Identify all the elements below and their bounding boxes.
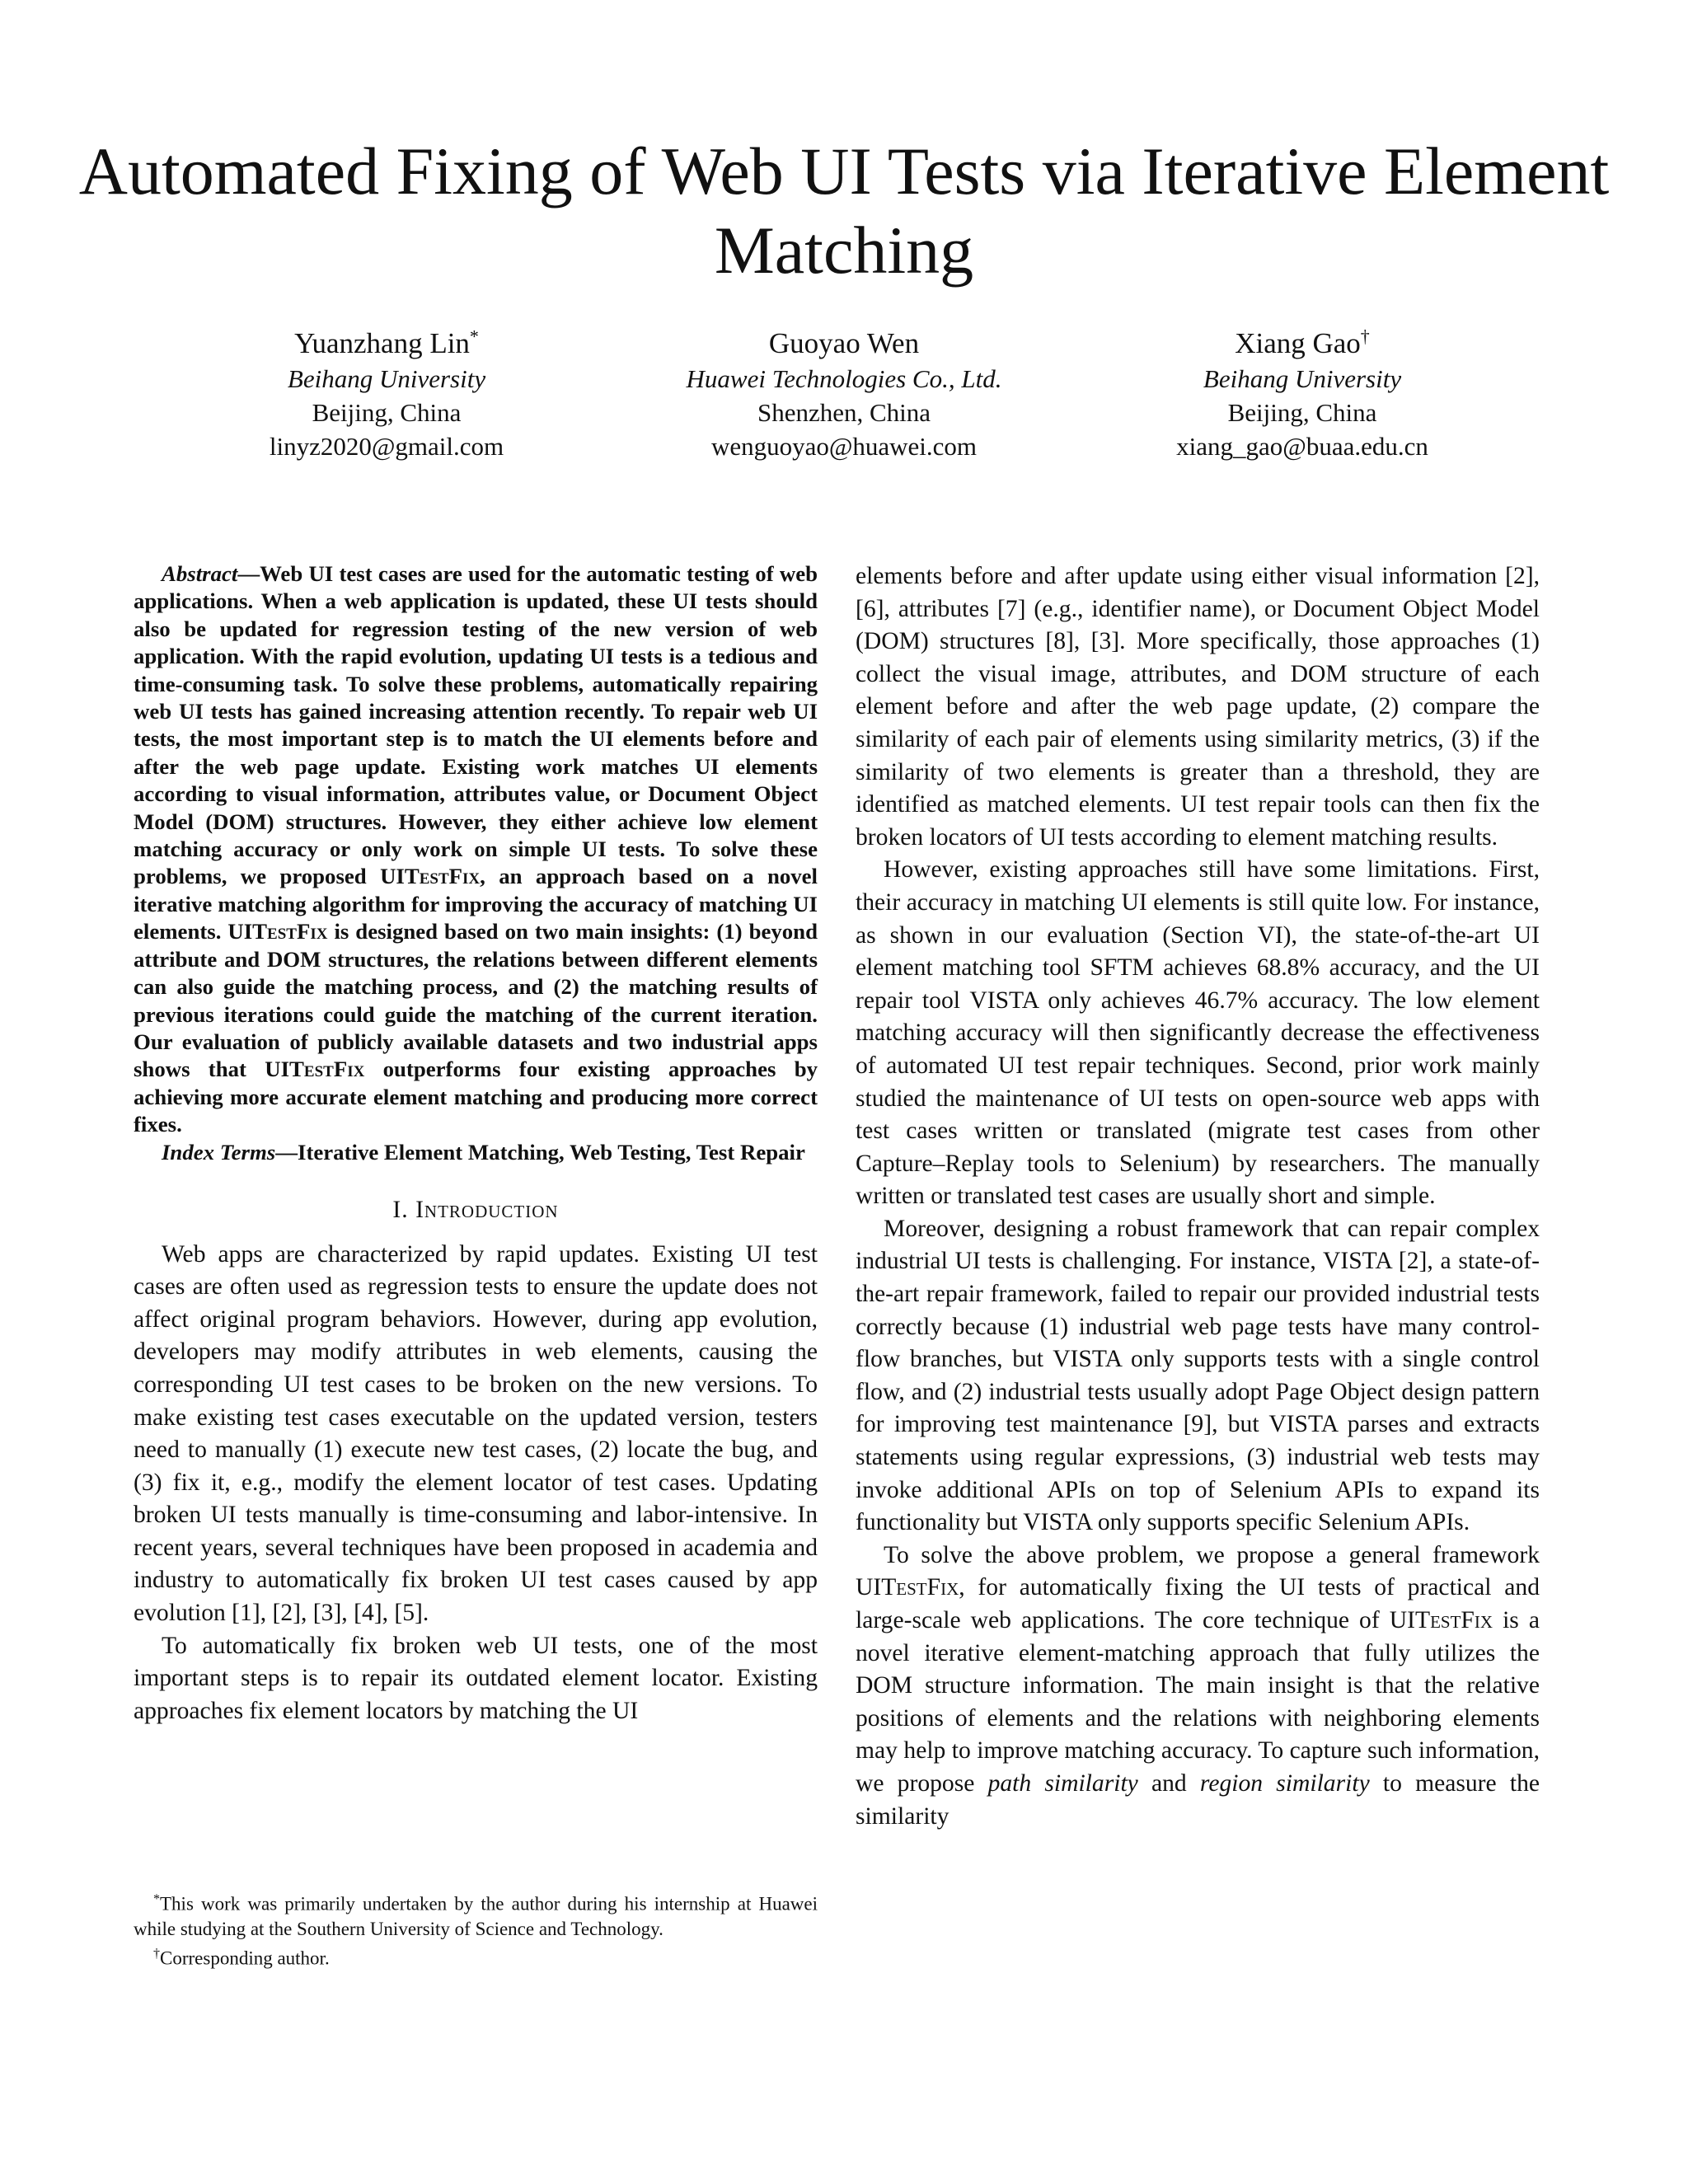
author-mark: * bbox=[469, 326, 479, 347]
paragraph: Moreover, designing a robust framework that can repair complex industrial UI tests is challenging. For instance, VISTA [2], a state-of-the-art repair framework, failed to repair our provided industrial tests correctly because (1) industrial web page tests have many control-flow branches, but VISTA only supports tests with a single control flow, and (2) industrial tests usually adopt Page Object design pattern for improving test maintenance [9], but VISTA parses and extracts statements using regular expressions, (3) industrial web tests may invoke additional APIs on top of Selenium APIs to expand its functionality but VISTA only supports specific Selenium APIs. bbox=[856, 1215, 1540, 1536]
author-affiliation: Beihang University bbox=[1203, 364, 1402, 393]
emphasis: path similarity bbox=[987, 1769, 1138, 1797]
left-column bbox=[134, 560, 818, 1727]
author-name: Yuanzhang Lin bbox=[294, 327, 470, 359]
author-affiliation: Beihang University bbox=[287, 364, 486, 393]
footnotes bbox=[134, 1887, 818, 1971]
tool-name: UITestFix bbox=[227, 919, 328, 944]
author-name: Guoyao Wen bbox=[768, 327, 920, 359]
author-name: Xiang Gao bbox=[1235, 327, 1361, 359]
author-email: linyz2020@gmail.com bbox=[269, 432, 504, 461]
author-2 bbox=[588, 325, 1100, 463]
author-location: Beijing, China bbox=[312, 398, 462, 427]
right-column bbox=[856, 560, 1540, 1833]
tool-name: UITestFix bbox=[1389, 1607, 1493, 1633]
author-email: xiang_gao@buaa.edu.cn bbox=[1176, 432, 1428, 461]
index-terms: Index Terms—Iterative Element Matching, Web Testing, Test Repair bbox=[162, 1139, 805, 1165]
paragraph: To automatically fix broken web UI tests, one of the most important steps is to repair its outdated element locator. Existing approaches fix element locators by matching the UI bbox=[134, 1632, 818, 1724]
section-heading: I. Introduction bbox=[392, 1196, 559, 1223]
index-terms-label: Index Terms bbox=[162, 1139, 276, 1165]
author-affiliation: Huawei Technologies Co., Ltd. bbox=[686, 364, 1002, 393]
abstract: Abstract—Web UI test cases are used for the automatic testing of web applications. When a web application is updated, these UI tests should also be updated for regression testing of the new version of web application. With the rapid evolution, updating UI tests is a tedious and time-consuming task. To solve these problems, automatically repairing web UI tests has gained increasing attention recently. To repair web UI tests, the most important step is to match the UI elements before and after the web page update. Existing work matches UI elements according to visual information, attributes value, or Document Object Model (DOM) structures. However, they either achieve low element matching accuracy or only work on simple UI tests. To solve these problems, we proposed UITestFix, an approach based on a novel iterative matching algorithm for improving the accuracy of matching UI elements. UITestFix is designed based on two main insights: (1) beyond attribute and DOM structures, the relations between different elements can also guide the matching process, and (2) the matching results of previous iterations could guide the matching of the current iteration. Our evaluation of publicly available datasets and two industrial apps shows that UITestFix outperforms four existing approaches by achieving more accurate element matching and producing more correct fixes. bbox=[134, 561, 818, 1137]
abstract-label: Abstract bbox=[162, 561, 238, 586]
author-mark: † bbox=[1360, 326, 1370, 347]
tool-name: UITestFix bbox=[265, 1057, 365, 1082]
footnote: †Corresponding author. bbox=[153, 1946, 330, 1969]
author-1 bbox=[131, 325, 642, 463]
paragraph: However, existing approaches still have some limitations. First, their accuracy in matching UI elements is still quite low. For instance, as shown in our evaluation (Section VI), the state-of-the-art UI element matching tool SFTM achieves 68.8% accuracy, and the UI repair tool VISTA only achieves 46.7% accuracy. The low element matching accuracy will then significantly decrease the effectiveness of automated UI test repair techniques. Second, prior work mainly studied the maintenance of UI tests on open-source web apps with test cases written or translated (migrate test cases from other Capture–Replay tools to Selenium) by researchers. The manually written or translated test cases are usually short and simple. bbox=[856, 856, 1540, 1210]
author-location: Shenzhen, China bbox=[757, 398, 931, 427]
paragraph: elements before and after update using either visual information [2], [6], attributes [7] (e.g., identifier name), or Document Object Model (DOM) structures [8], [3]. More specifically, those approaches (1) collect the visual image, attributes, and DOM structure of each element before and after the web page update, (2) compare the similarity of each pair of elements using similarity metrics, (3) if the similarity of two elements is greater than a threshold, they are identified as matched elements. UI test repair tools can then fix the broken locators of UI tests according to element matching results. bbox=[856, 563, 1540, 851]
tool-name: UITestFix bbox=[380, 864, 481, 889]
author-location: Beijing, China bbox=[1227, 398, 1377, 427]
author-email: wenguoyao@huawei.com bbox=[710, 432, 978, 461]
paragraph: Web apps are characterized by rapid updates. Existing UI test cases are often used as regression tests to ensure the update does not affect original program behaviors. However, during app evolution, developers may modify attributes in web elements, causing the corresponding UI test cases to be broken on the new versions. To make existing test cases executable on the updated version, testers need to manually (1) execute new test cases, (2) locate the bug, and (3) fix it, e.g., modify the element locator of test cases. Updating broken UI tests manually is time-consuming and labor-intensive. In recent years, several techniques have been proposed in academia and industry to automatically fix broken UI test cases caused by app evolution [1], [2], [3], [4], [5]. bbox=[134, 1240, 818, 1627]
footnote: *This work was primarily undertaken by the author during his internship at Huawei while studying at the Southern University of Science and Technology. bbox=[134, 1892, 818, 1939]
tool-name: UITestFix bbox=[856, 1574, 959, 1601]
author-3 bbox=[1047, 325, 1558, 463]
paragraph: To solve the above problem, we propose a general framework UITestFix, for automatically fixing the UI tests of practical and large-scale web applications. The core technique of UITestFix is a novel iterative element-matching approach that fully utilizes the DOM structure information. The main insight is that the relative positions of elements and the relations with neighboring elements may help to improve matching accuracy. To capture such information, we propose path similarity and region similarity to measure the similarity bbox=[856, 1541, 1540, 1830]
paper-title: Automated Fixing of Web UI Tests via Iterative Element Matching bbox=[78, 134, 1610, 288]
emphasis: region similarity bbox=[1199, 1769, 1370, 1797]
